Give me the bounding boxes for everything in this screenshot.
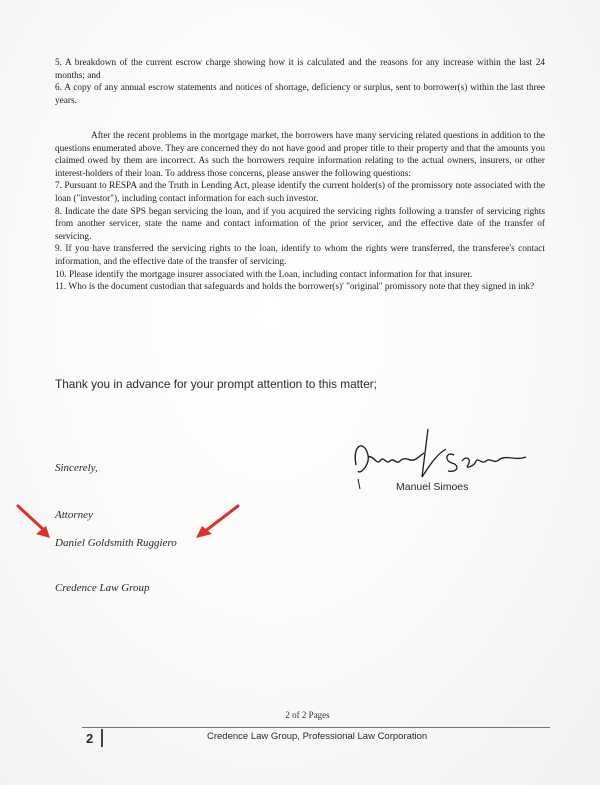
body-section xyxy=(55,130,545,294)
question-7: 7. Pursuant to RESPA and the Truth in Lending Act, please identify the current holder(s) of the promissory note associated with the loan ("investor"), including contact information for each such investor. xyxy=(55,181,545,204)
page-count: 2 of 2 Pages xyxy=(285,710,330,720)
list-item-6: 6. A copy of any annual escrow statements and notices of shortage, deficiency or surplus, sent to borrower(s) within the last three years. xyxy=(55,83,545,106)
list-items-5-6 xyxy=(55,57,545,107)
list-item-5: 5. A breakdown of the current escrow charge showing how it is calculated and the reasons for any increase within the last 24 months; and xyxy=(55,58,545,81)
sincerely-text: Sincerely, xyxy=(55,462,98,474)
footer-rule xyxy=(82,727,550,728)
footer-firm-line: Credence Law Group, Professional Law Corporation xyxy=(207,731,428,742)
thanks-line: Thank you in advance for your prompt attention to this matter; xyxy=(55,377,377,391)
footer-divider xyxy=(101,729,103,747)
red-arrow-right-icon xyxy=(192,502,242,542)
firm-name: Credence Law Group xyxy=(55,582,150,594)
question-10: 10. Please identify the mortgage insurer associated with the Loan, including contact information for that insurer. xyxy=(55,269,473,280)
red-arrow-left-icon xyxy=(14,502,54,542)
question-11: 11. Who is the document custodian that safeguards and holds the borrower(s)' "original" promissory note that they signed in ink? xyxy=(55,282,535,293)
attorney-name: Daniel Goldsmith Ruggiero xyxy=(55,537,177,549)
attorney-title: Attorney xyxy=(55,509,93,521)
question-9: 9. If you have transferred the servicing rights to the loan, identify to whom the rights were transferred, the transferee's contact information, and the effective date of the transfer of servicing. xyxy=(55,244,545,267)
body-paragraph: After the recent problems in the mortgage market, the borrowers have many servicing related questions in addition to the questions enumerated above. They are concerned they do not have good and proper title to their property and that the amounts you claimed owed by them are incorrect. As such the borrowers require information relating to the actual owners, insurers, or other interest-holders of their loan. To address those concerns, please answer the following questions: xyxy=(55,131,545,179)
page-number: 2 xyxy=(86,731,94,746)
signer-name: Manuel Simoes xyxy=(396,481,469,493)
question-8: 8. Indicate the date SPS began servicing the loan, and if you acquired the servicing rights following a transfer of servicing rights from another servicer, state the name and contact information of the prior servicer, and the effective date of the transfer of servicing. xyxy=(55,206,545,242)
